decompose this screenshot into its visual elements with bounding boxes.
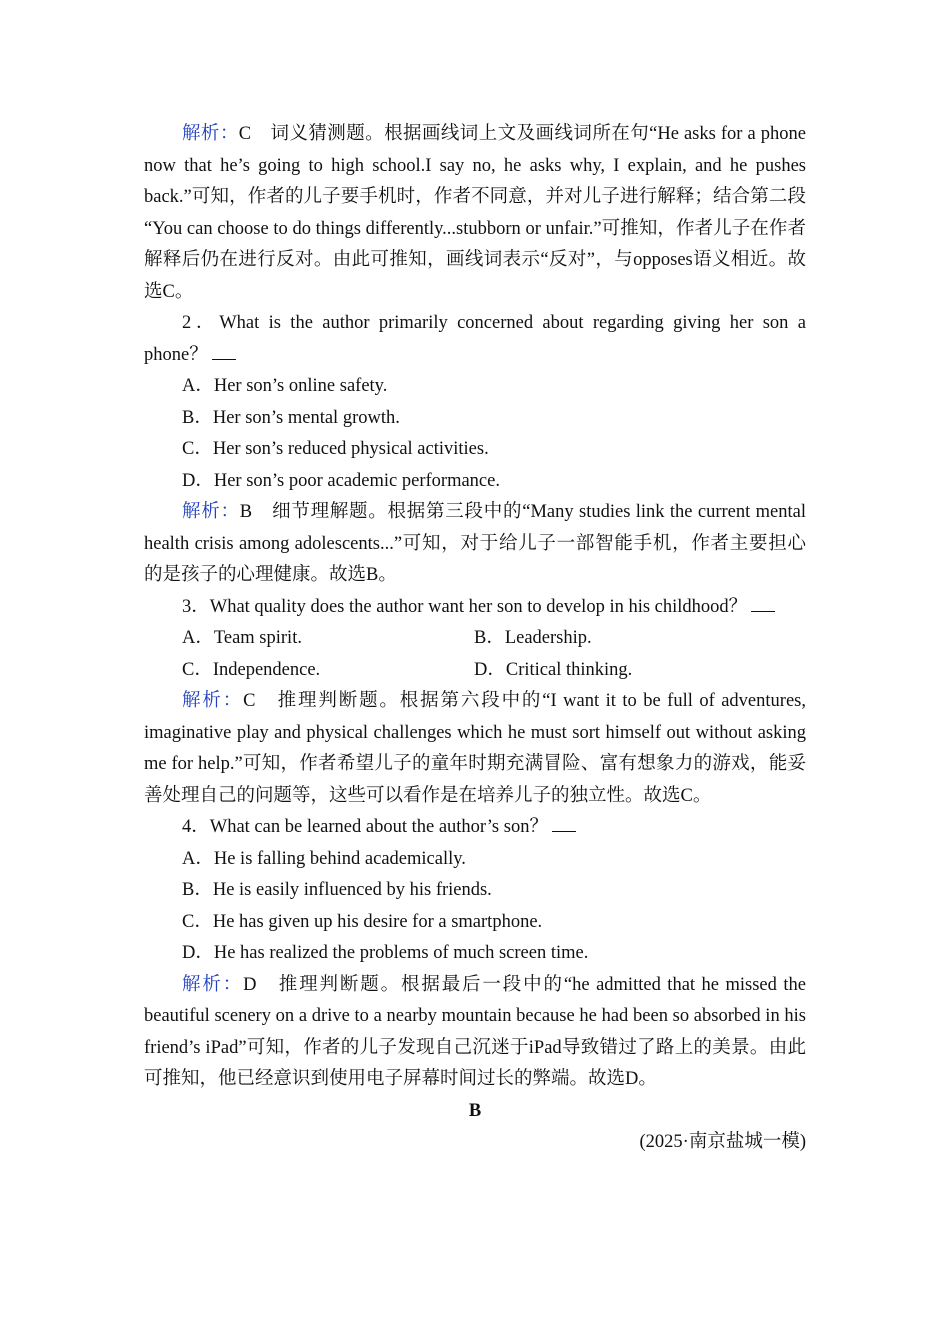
source-note: (2025·南京盐城一模) [639, 1132, 806, 1152]
q2-analysis [144, 497, 806, 592]
answer-blank [751, 593, 775, 612]
analysis-label: 解析： [182, 124, 239, 144]
options-row-1 [144, 623, 806, 655]
question-3-stem: 3．What quality does the author want her son to develop in his childhood？ [144, 592, 806, 624]
analysis-label: 解析： [182, 974, 244, 995]
analysis-text: D 推理判断题。根据最后一段中的“he admitted that he missed the beautiful scenery on a drive to a nearby mountain because he had been so absorbed in his friend’s iPad”可知，作者的儿子发现自己沉迷于iPad导致错过了路上的美景。由此可推知，他已经意识到使用电子屏幕时间过长的弊端。故选D。 [144, 974, 806, 1089]
options-row-2 [144, 655, 806, 687]
answer-blank [212, 341, 236, 360]
answer-blank [552, 813, 576, 832]
option-d: D．Critical thinking. [474, 659, 633, 680]
option-a: A．Her son’s online safety. [182, 376, 388, 396]
analysis-label: 解析： [182, 691, 244, 711]
analysis-text: C 词义猜测题。根据画线词上文及画线词所在句“He asks for a phone now that he’s going to high school.I say no, he asks why, I explain, and he pushes back.”可知，作者的儿子要手机时，作者不同意，并对儿子进行解释；结合第二段 “You can choose to do things differently...stubborn or unfair.”可推知，作者儿子在作者解释后仍在进行反对。由此可推知，画线词表示“反对”，与opposes语义相近。故选C。 [144, 124, 806, 302]
q3-analysis [144, 686, 806, 812]
option-a: A．He is falling behind academically. [182, 848, 466, 869]
option-a: A．Team spirit. [182, 628, 302, 648]
option-b: B．He is easily influenced by his friends. [182, 880, 492, 900]
analysis-text: B 细节理解题。根据第三段中的“Many studies link the current mental health crisis among adolescents...”可知，对于给儿子一部智能手机，作者主要担心的是孩子的心理健康。故选B。 [144, 502, 806, 585]
option-c: C．Independence. [182, 659, 321, 680]
option-d: D．Her son’s poor academic performance. [182, 470, 500, 491]
option-c: C．He has given up his desire for a smartphone. [182, 911, 543, 932]
document-page [144, 119, 806, 1159]
question-2-stem: 2．What is the author primarily concerned about regarding giving her son a phone？ [144, 313, 806, 365]
q1-analysis [144, 119, 806, 308]
analysis-label: 解析： [182, 502, 240, 522]
analysis-text: C 推理判断题。根据第六段中的“I want it to be full of adventures, imaginative play and physical challenges which he must sort himself out without asking me for help.”可知，作者希望儿子的童年时期充满冒险、富有想象力的游戏，能妥善处理自己的问题等，这些可以看作是在培养儿子的独立性。故选C。 [144, 691, 806, 806]
option-b: B．Leadership. [474, 628, 592, 648]
option-c: C．Her son’s reduced physical activities. [182, 439, 489, 459]
q4-analysis [144, 970, 806, 1096]
option-b: B．Her son’s mental growth. [182, 407, 400, 428]
question-4-stem: 4．What can be learned about the author’s son？ [144, 812, 806, 844]
section-heading: B [468, 1100, 482, 1121]
option-d: D．He has realized the problems of much screen time. [182, 943, 589, 963]
